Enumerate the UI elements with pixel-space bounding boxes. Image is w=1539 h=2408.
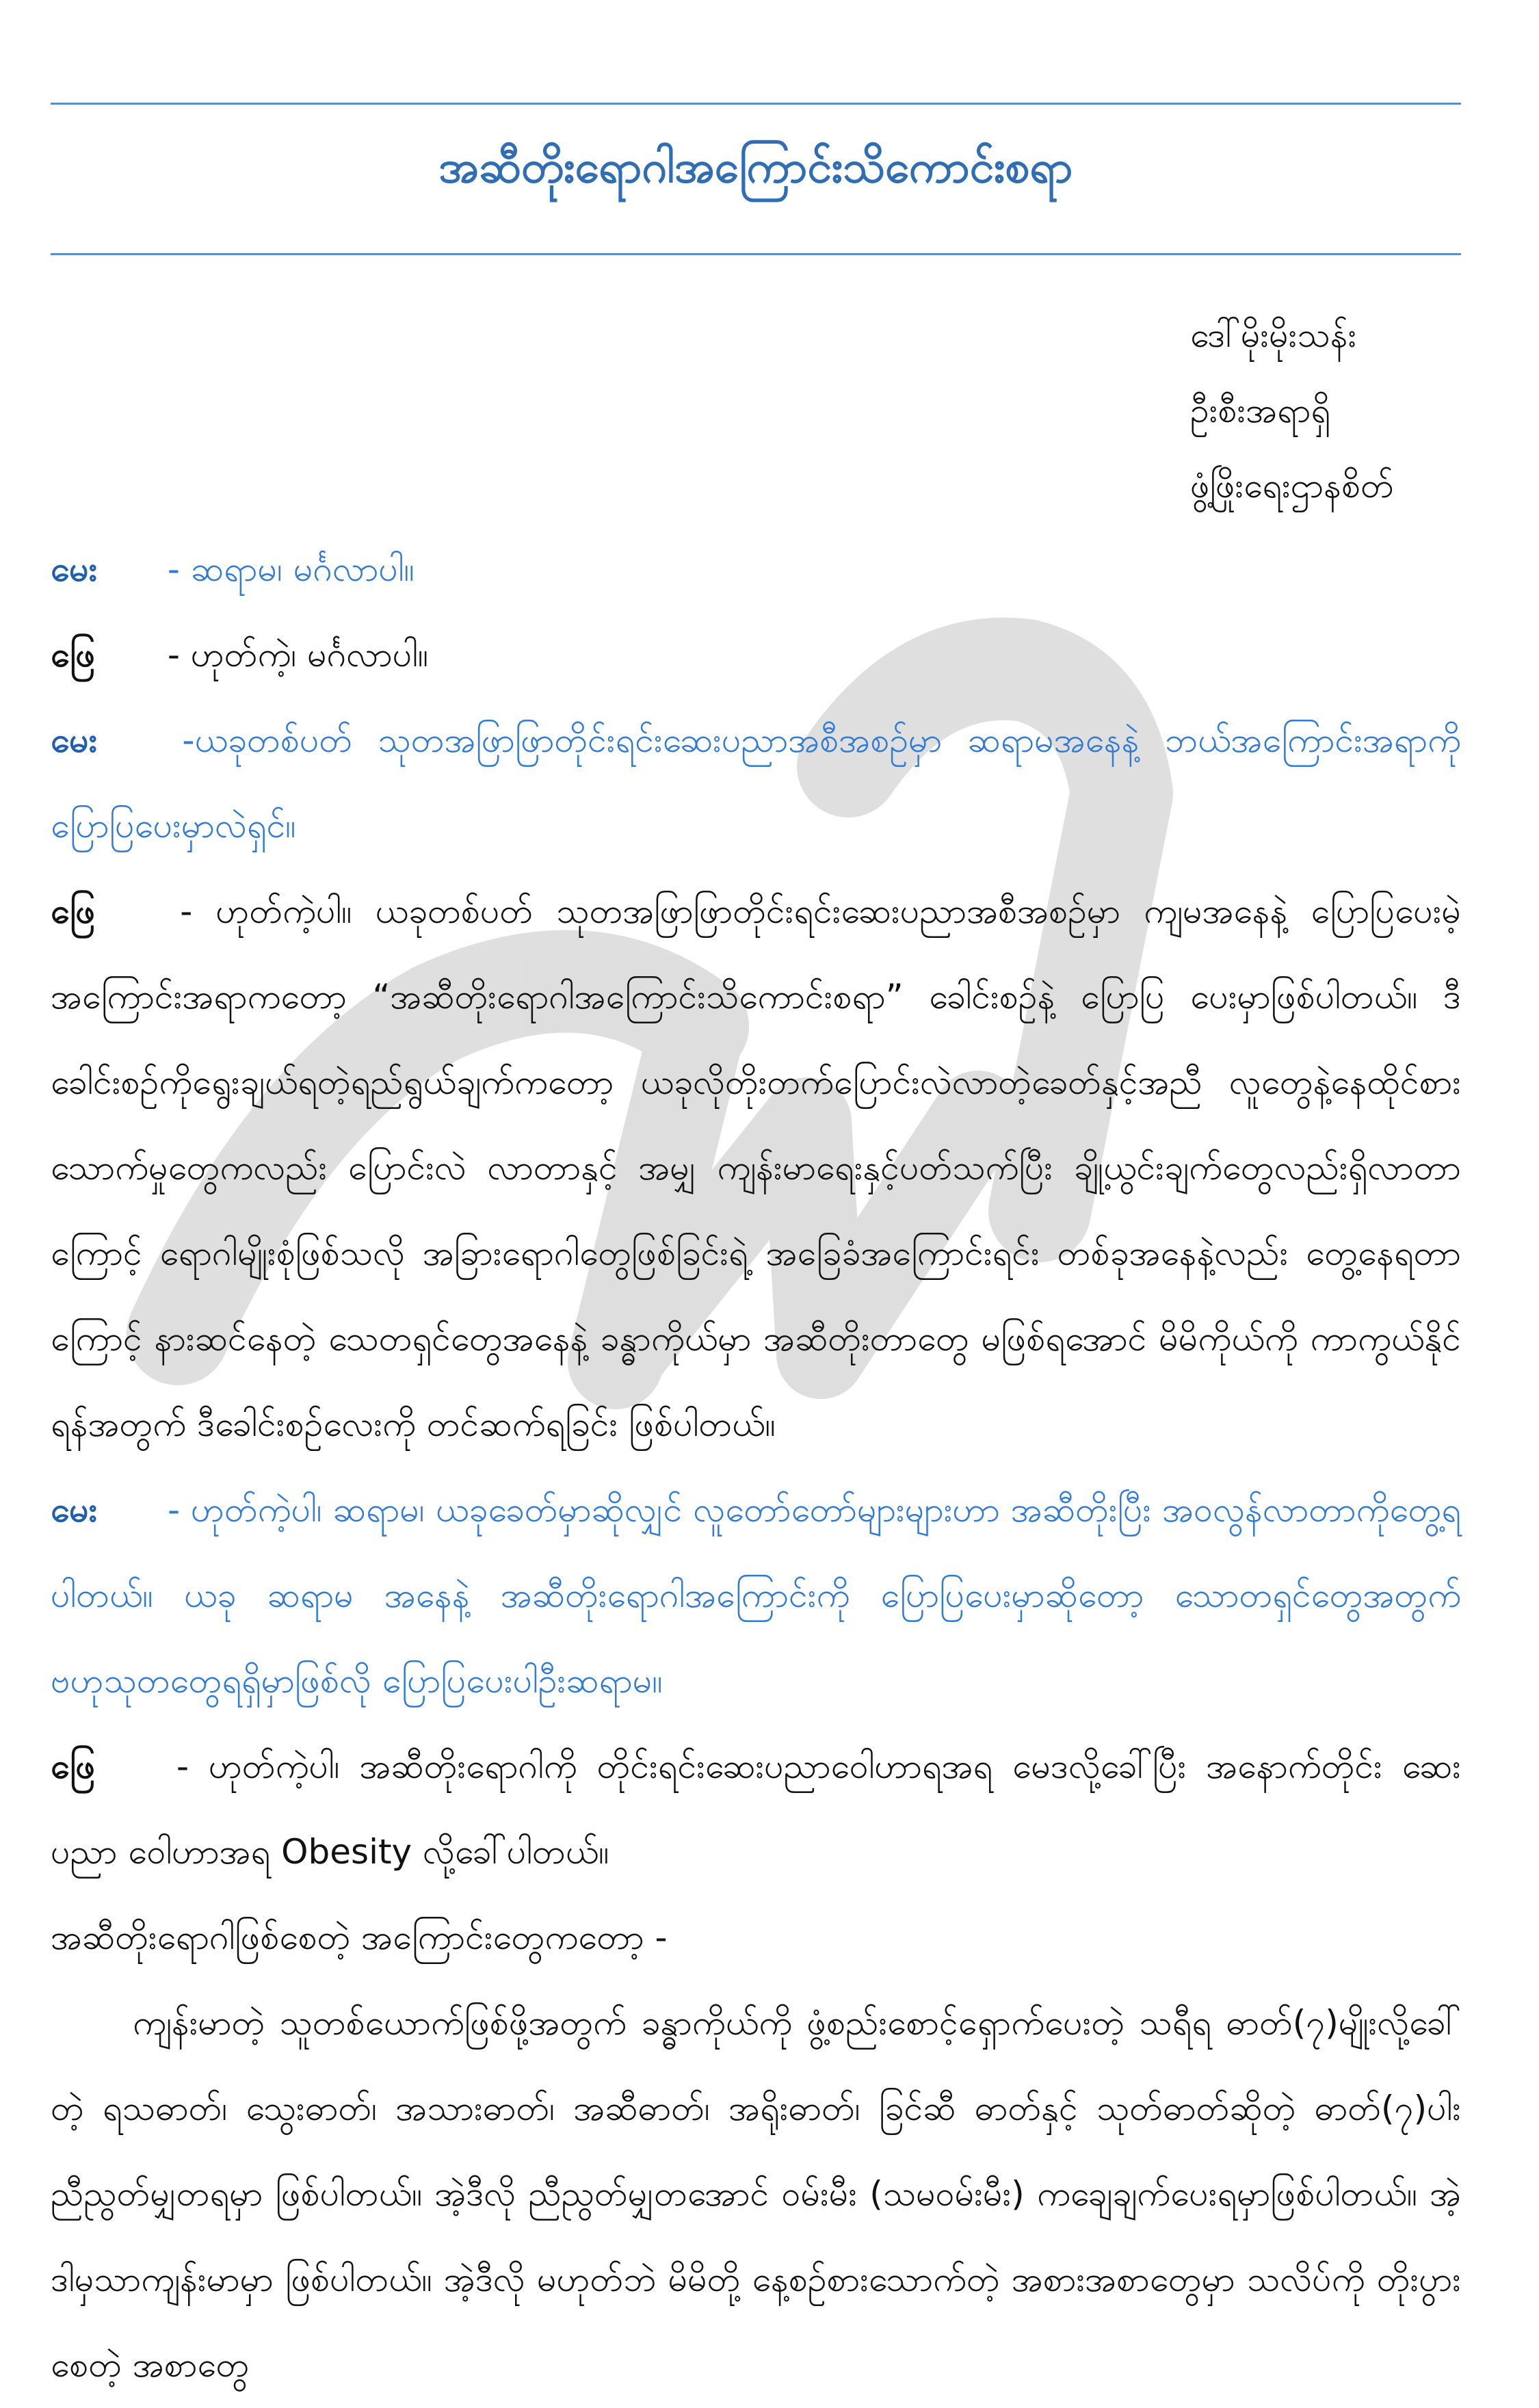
causes-heading: အဆီတိုးရောဂါဖြစ်စေတဲ့ အကြောင်းတွေကတော့ - xyxy=(51,1918,668,1957)
top-divider xyxy=(51,103,1461,105)
answer-text: - ဟုတ်ကဲ့ပါ၊ အဆီတိုးရောဂါကို တိုင်းရင်းဆေးပညာဝေါဟာရအရ မေဒလို့ခေါ်ပြီး အနောက်တိုင်း ဆေးပညာ ဝေါဟာအရ Obesity လို့ခေါ်ပါတယ်။ xyxy=(51,1746,1461,1872)
answer-label: ဖြေ xyxy=(51,891,96,931)
question-label: မေး xyxy=(51,1490,98,1530)
question-text: -ယခုတစ်ပတ် သုတအဖြာဖြာတိုင်းရင်းဆေးပညာအစီအစဉ်မှာ ဆရာမအနေနဲ့ ဘယ်အကြောင်းအရာကို ပြောပြပေးမှာလဲရှင်။ xyxy=(51,720,1461,846)
dialogue-answer xyxy=(51,1724,1461,1895)
causes-paragraph: ကျန်းမာတဲ့ သူတစ်ယောက်ဖြစ်ဖို့အတွက် ခန္ဓာကိုယ်ကို ဖွံ့စည်းစောင့်ရှောက်ပေးတဲ့ သရီရ ဓာတ်(၇)မျိုးလို့ခေါ်တဲ့ ရသဓာတ်၊ သွေးဓာတ်၊ အသားဓာတ်၊ အဆီဓာတ်၊ အရိုးဓာတ်၊ ခြင်ဆီ ဓာတ်နှင့် သုတ်ဓာတ်ဆိုတဲ့ ဓာတ်(၇)ပါး ညီညွတ်မျှတရမှာ ဖြစ်ပါတယ်။ အဲ့ဒီလို ညီညွတ်မျှတအောင် ဝမ်းမီး (သမဝမ်းမီး) ကချေချက်ပေးရမှာဖြစ်ပါတယ်။ အဲ့ဒါမှသာကျန်းမာမှာ ဖြစ်ပါတယ်။ အဲ့ဒီလို မဟုတ်ဘဲ မိမိတို့ နေ့စဉ်စားသောက်တဲ့ အစားအစာတွေမှာ သလိပ်ကို တိုးပွားစေတဲ့ အစာတွေ xyxy=(51,2003,1461,2385)
question-label: မေး xyxy=(51,720,98,760)
dialogue-answer xyxy=(51,869,1461,1467)
dialogue-question xyxy=(51,1467,1461,1724)
author-department: ဖွံ့ဖြိုးရေးဌာနစိတ် xyxy=(1190,466,1394,506)
answer-text: - ဟုတ်ကဲ့၊ မင်္ဂလာပါ။ xyxy=(167,635,429,675)
dialogue-question xyxy=(51,698,1461,869)
question-text: - ဆရာမ၊ မင်္ဂလာပါ။ xyxy=(167,549,415,589)
author-name: ဒေါ်မိုးမိုးသန်း xyxy=(1190,315,1357,355)
answer-text: - ဟုတ်ကဲ့ပါ။ ယခုတစ်ပတ် သုတအဖြာဖြာတိုင်းရင်းဆေးပညာအစီအစဉ်မှာ ကျမအနေနဲ့ ပြောပြပေးမဲ့ အကြောင်းအရာကတော့ “အဆီတိုးရောဂါအကြောင်းသိကောင်းစရာ” ခေါင်းစဉ်နဲ့ ပြောပြ ပေးမှာဖြစ်ပါတယ်။ ဒီခေါင်းစဉ်ကိုရွေးချယ်ရတဲ့ရည်ရွယ်ချက်ကတော့ ယခုလိုတိုးတက်ပြောင်းလဲလာတဲ့ခေတ်နှင့်အညီ လူတွေနဲ့နေထိုင်စားသောက်မှုတွေကလည်း ပြောင်းလဲ လာတာနှင့် အမျှ ကျန်းမာရေးနှင့်ပတ်သက်ပြီး ချို့ယွင်းချက်တွေလည်းရှိလာတာကြောင့် ရောဂါမျိုးစုံဖြစ်သလို အခြားရောဂါတွေဖြစ်ခြင်းရဲ့ အခြေခံအကြောင်းရင်း တစ်ခုအနေနဲ့လည်း တွေ့နေရတာကြောင့် နားဆင်နေတဲ့ သေတရှင်တွေအနေနဲ့ ခန္ဓာကိုယ်မှာ အဆီတိုးတာတွေ မဖြစ်ရအောင် မိမိကိုယ်ကို ကာကွယ်နိုင်ရန်အတွက် ဒီခေါင်းစဉ်လေးကို တင်ဆက်ရခြင်း ဖြစ်ပါတယ်။ xyxy=(51,891,1461,1444)
document-title: အဆီတိုးရောဂါအကြောင်းသိကောင်းစရာ xyxy=(438,142,1073,193)
question-text: - ဟုတ်ကဲ့ပါ၊ ဆရာမ၊ ယခုခေတ်မှာဆိုလျှင် လူတော်တော်များများဟာ အဆီတိုးပြီး အဝလွန်လာတာကိုတွေ့ရပါတယ်။ ယခု ဆရာမ အနေနဲ့ အဆီတိုးရောဂါအကြောင်းကို ပြောပြပေးမှာဆိုတော့ သောတရှင်တွေအတွက် ဗဟုသုတတွေရရှိမှာဖြစ်လို ပြောပြပေးပါဦးဆရာမ။ xyxy=(51,1490,1461,1701)
answer-label: ဖြေ xyxy=(51,635,96,675)
bottom-divider xyxy=(51,253,1461,255)
document-body xyxy=(51,527,1461,2408)
author-position: ဦးစီးအရာရှိ xyxy=(1190,391,1331,430)
dialogue-question xyxy=(51,527,1461,612)
question-label: မေး xyxy=(51,549,98,589)
dialogue-answer xyxy=(51,612,1461,698)
answer-label: ဖြေ xyxy=(51,1746,96,1786)
